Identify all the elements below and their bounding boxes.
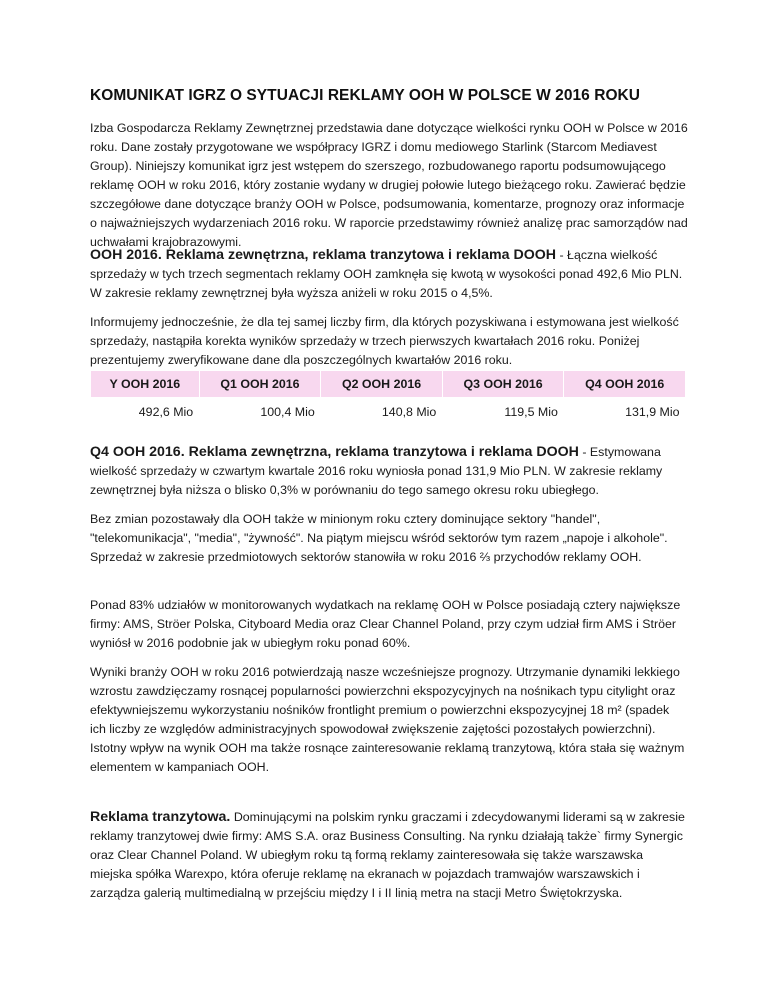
q4-paragraph [90,443,688,500]
intro-paragraph: Izba Gospodarcza Reklamy Zewnętrznej przedstawia dane dotyczące wielkości rynku OOH w Polsce w 2016 roku. Dane zostały przygotowane we współpracy IGRZ i domu mediowego Starlink (Starcom Mediavest Group). Niniejszy komunikat igrz jest wstępem do szerszego, rozbudowanego raportu podsumowującego reklamę OOH w roku 2016, który zostanie wydany w drugiej połowie lutego bieżącego roku. Zawierać będzie szczegółowe dane dotyczące branży OOH w Polsce, podsumowania, komentarze, prognozy oraz informacje o najważniejszych wydarzeniach 2016 roku. W raporcie przedstawimy również analizę prac samorządów nad uchwałami krajobrazowymi. [90,121,688,249]
table-header-row [91,371,686,398]
table-header-cell: Q4 OOH 2016 [564,371,686,398]
q4-text: - Estymowana wielkość sprzedaży w czwartym kwartale 2016 roku wyniosła ponad 131,9 Mio PLN. W zakresie reklamy zewnętrznej była niższa o blisko 0,3% w porównaniu do tego samego okresu roku ubiegłego. [90,445,663,497]
document-title: KOMUNIKAT IGRZ O SYTUACJI REKLAMY OOH W POLSCE W 2016 ROKU [90,87,641,104]
ooh2016-paragraph [90,246,688,303]
ooh2016-text: - Łączna wielkość sprzedaży w tych trzech segmentach reklamy OOH zamknęła się kwotą w wysokości ponad 492,6 Mio PLN. W zakresie reklamy zewnętrznej była wyższa aniżeli w roku 2015 o 4,5%. [90,248,683,300]
table-cell: 119,5 Mio [504,405,558,419]
table-header-cell: Q3 OOH 2016 [442,371,564,398]
table-header-cell: Q1 OOH 2016 [199,371,321,398]
table-cell: 100,4 Mio [260,405,315,419]
q4-heading: Q4 OOH 2016. Reklama zewnętrzna, reklama tranzytowa i reklama DOOH [90,444,579,460]
table-header-cell: Q2 OOH 2016 [321,371,443,398]
quarterly-table [90,370,686,426]
table-cell: 492,6 Mio [138,405,194,419]
table-cell: 140,8 Mio [381,405,437,419]
sectors-paragraph: Bez zmian pozostawały dla OOH także w minionym roku cztery dominujące sektory "handel", "telekomunikacja", "media", "żywność". Na piątym miejscu wśród sektorów tym razem „napoje i alkohole". Sprzedaż w zakresie przedmiotowych sektorów stanowiła w roku 2016 ⅔ przychodów reklamy OOH. [90,512,668,564]
transit-paragraph [90,808,688,903]
results-paragraph: Wyniki branży OOH w roku 2016 potwierdzają nasze wcześniejsze prognozy. Utrzymanie dynamiki lekkiego wzrostu zawdzięczamy rosnącej popularności powierzchni ekspozycyjnych na nośnikach typu citylight oraz efektywniejszemu wykorzystaniu nośników frontlight premium o powierzchni ekspozycyjnej 18 m² (spadek ich liczby ze względów administracyjnych spowodował zwiększenie zajętości pozostałych powierzchni). Istotny wpływ na wynik OOH ma także rosnące zainteresowanie reklamą tranzytową, która stała się ważnym elementem w kampaniach OOH. [90,665,685,774]
transit-heading: Reklama tranzytowa. [90,809,231,825]
table-row [91,398,686,427]
ooh2016-heading: OOH 2016. Reklama zewnętrzna, reklama tranzytowa i reklama DOOH [90,247,557,263]
info-paragraph: Informujemy jednocześnie, że dla tej samej liczby firm, dla których pozyskiwana i estymowana jest wielkość sprzedaży, nastąpiła korekta wyników sprzedaży w trzech pierwszych kwartałach 2016 roku. Poniżej prezentujemy zweryfikowane dane dla poszczególnych kwartałów 2016 roku. [90,315,679,367]
firms-paragraph: Ponad 83% udziałów w monitorowanych wydatkach na reklamę OOH w Polsce posiadają cztery największe firmy: AMS, Ströer Polska, Cityboard Media oraz Clear Channel Poland, przy czym udział firm AMS i Ströer wyniósł w 2016 podobnie jak w ubiegłym roku ponad 60%. [90,598,681,650]
transit-text: Dominującymi na polskim rynku graczami i zdecydowanymi liderami są w zakresie reklamy tranzytowej dwie firmy: AMS S.A. oraz Business Consulting. Na rynku działają także` firmy Synergic oraz Clear Channel Poland. W ubiegłym roku tą formą reklamy zainteresowała się także warszawska miejska spółka Warexpo, która oferuje reklamę na ekranach w pojazdach tramwajów warszawskich i zarządza galerią multimedialną w przejściu między I i II linią metra na stacji Metro Świętokrzyska. [90,810,685,900]
table-cell: 131,9 Mio [625,405,680,419]
table-header-cell: Y OOH 2016 [91,371,200,398]
